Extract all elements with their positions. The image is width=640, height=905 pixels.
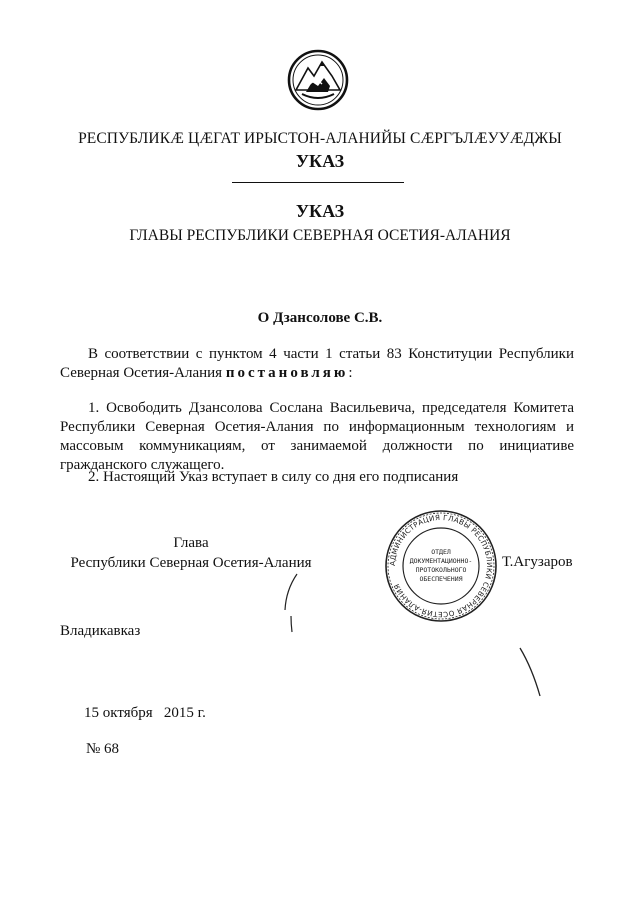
- ossetian-title: РЕСПУБЛИКӔ ЦӔГАТ ИРЫСТОН-АЛАНИЙЫ СӔРГЪЛӔУУӔДЖЫ: [78, 130, 562, 147]
- decree-number: № 68: [86, 741, 120, 757]
- decree-subject: О Дзансолове С.В.: [257, 310, 383, 326]
- signatory-title-line1: Глава: [173, 535, 209, 551]
- intro-text: В соответствии с пунктом 4 части 1 статьи 83 Конституции Республики Северная Осетия-Алания: [60, 346, 574, 381]
- stamp-outer-text: АДМИНИСТРАЦИЯ ГЛАВЫ РЕСПУБЛИКИ СЕВЕРНАЯ ОСЕТИЯ-АЛАНИЯ: [387, 512, 495, 620]
- ossetian-doc-type: УКАЗ: [295, 151, 345, 171]
- russian-doc-type: УКАЗ: [295, 201, 345, 221]
- decree-item-2: 2. Настоящий Указ вступает в силу со дня его подписания: [88, 469, 459, 485]
- signatory-title-line2: Республики Северная Осетия-Алания: [70, 555, 312, 571]
- signatory-name: Т.Агузаров: [502, 554, 573, 570]
- intro-colon: :: [348, 365, 353, 381]
- stamp-inner-line4: ОБЕСПЕЧЕНИЯ: [419, 575, 463, 583]
- signature-stroke-1: [285, 574, 297, 610]
- intro-keyword: постановляю: [225, 365, 349, 381]
- decree-date: 15 октября 2015 г.: [84, 705, 206, 721]
- stamp-inner-line3: ПРОТОКОЛЬНОГО: [415, 566, 467, 574]
- stamp-inner-line2: ДОКУМЕНТАЦИОННО-: [409, 557, 473, 565]
- decree-item-1: 1. Освободить Дзансолова Сослана Васильевича, председателя Комитета Республики Северная Осетия-Алания по информационным технологиям и массовым коммуникациям, от занимаемой должности по инициативе гражданского служащего.: [60, 400, 574, 473]
- stamp-inner-line1: ОТДЕЛ: [431, 548, 451, 556]
- signature-stroke-3: [520, 648, 540, 696]
- russian-title: ГЛАВЫ РЕСПУБЛИКИ СЕВЕРНАЯ ОСЕТИЯ-АЛАНИЯ: [129, 227, 511, 244]
- city-name: Владикавказ: [60, 623, 141, 639]
- signature-stroke-2: [291, 616, 292, 632]
